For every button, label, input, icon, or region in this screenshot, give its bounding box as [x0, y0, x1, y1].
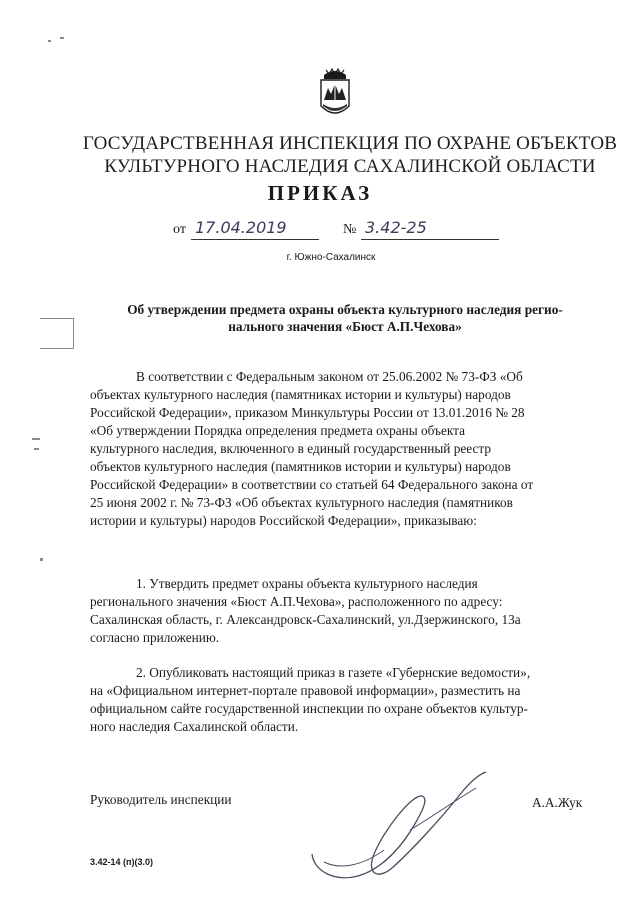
agency-title — [60, 132, 640, 178]
number-underline — [361, 239, 499, 240]
number-label: № — [343, 222, 357, 237]
signer-position: Руководитель инспекции — [90, 792, 232, 807]
text-line: 1. Утвердить предмет охраны объекта культурного наследия — [136, 576, 478, 591]
text-line: на «Официальном интернет-портале правовой информации», разместить на — [90, 683, 521, 698]
text-line: В соответствии с Федеральным законом от 25.06.2002 № 73-ФЗ «Об — [136, 369, 523, 384]
handwritten-signature — [300, 770, 500, 890]
order-item-1 — [90, 575, 596, 647]
text-line: истории и культуры) народов Российской Федерации», приказываю: — [90, 513, 477, 528]
text-line: объектов культурного наследия (памятников истории и культуры) народов — [90, 459, 511, 474]
preamble-paragraph — [90, 368, 596, 530]
text-line: согласно приложению. — [90, 630, 220, 645]
handwritten-number: 3.42-25 — [365, 218, 427, 237]
city-text: г. Южно-Сахалинск — [286, 252, 376, 263]
scan-mark — [40, 318, 74, 319]
text-line: 2. Опубликовать настоящий приказ в газете «Губернские ведомости», — [136, 665, 531, 680]
text-line: Российской Федерации» в соответствии со статьей 64 Федерального закона от — [90, 477, 534, 492]
date-label: от — [173, 222, 186, 237]
scan-mark — [40, 558, 43, 561]
signer-name: А.А.Жук — [532, 795, 583, 810]
handwritten-date: 17.04.2019 — [195, 218, 287, 237]
order-item-2 — [90, 664, 596, 736]
scan-mark — [48, 40, 51, 42]
text-line: 25 июня 2002 г. № 73-ФЗ «Об объектах культурного наследия (памятников — [90, 495, 513, 510]
document-code: 3.42-14 (п)(3.0) — [90, 857, 153, 867]
text-line: ного наследия Сахалинской области. — [90, 719, 299, 734]
order-title: ПРИКАЗ — [267, 181, 373, 205]
text-line: культурного наследия, включенного в единый государственный реестр — [90, 441, 491, 456]
scan-mark — [34, 448, 39, 450]
scan-mark — [73, 318, 74, 348]
agency-title-line2: КУЛЬТУРНОГО НАСЛЕДИЯ САХАЛИНСКОЙ ОБЛАСТИ — [104, 156, 596, 177]
text-line: Российской Федерации», приказом Минкультуры России от 13.01.2016 № 28 — [90, 405, 525, 420]
agency-title-line1: ГОСУДАРСТВЕННАЯ ИНСПЕКЦИЯ ПО ОХРАНЕ ОБЪЕКТОВ — [82, 133, 618, 154]
sakhalin-coat-of-arms-icon — [318, 66, 352, 120]
scan-mark — [40, 348, 74, 349]
scan-mark — [32, 438, 40, 440]
order-subject — [100, 301, 590, 335]
scan-mark — [60, 37, 64, 39]
order-date-number-row — [173, 218, 503, 242]
text-line: официальном сайте государственной инспекции по охране объектов культур- — [90, 701, 528, 716]
text-line: Сахалинская область, г. Александровск-Сахалинский, ул.Дзержинского, 13а — [90, 612, 521, 627]
city — [0, 252, 640, 263]
text-line: регионального значения «Бюст А.П.Чехова», расположенного по адресу: — [90, 594, 503, 609]
date-underline — [191, 239, 319, 240]
subject-line: Об утверждении предмета охраны объекта культурного наследия регио- — [127, 302, 563, 317]
text-line: объектах культурного наследия (памятниках истории и культуры) народов — [90, 387, 511, 402]
subject-line: нального значения «Бюст А.П.Чехова» — [228, 319, 462, 334]
text-line: «Об утверждении Порядка определения предмета охраны объекта — [90, 423, 466, 438]
